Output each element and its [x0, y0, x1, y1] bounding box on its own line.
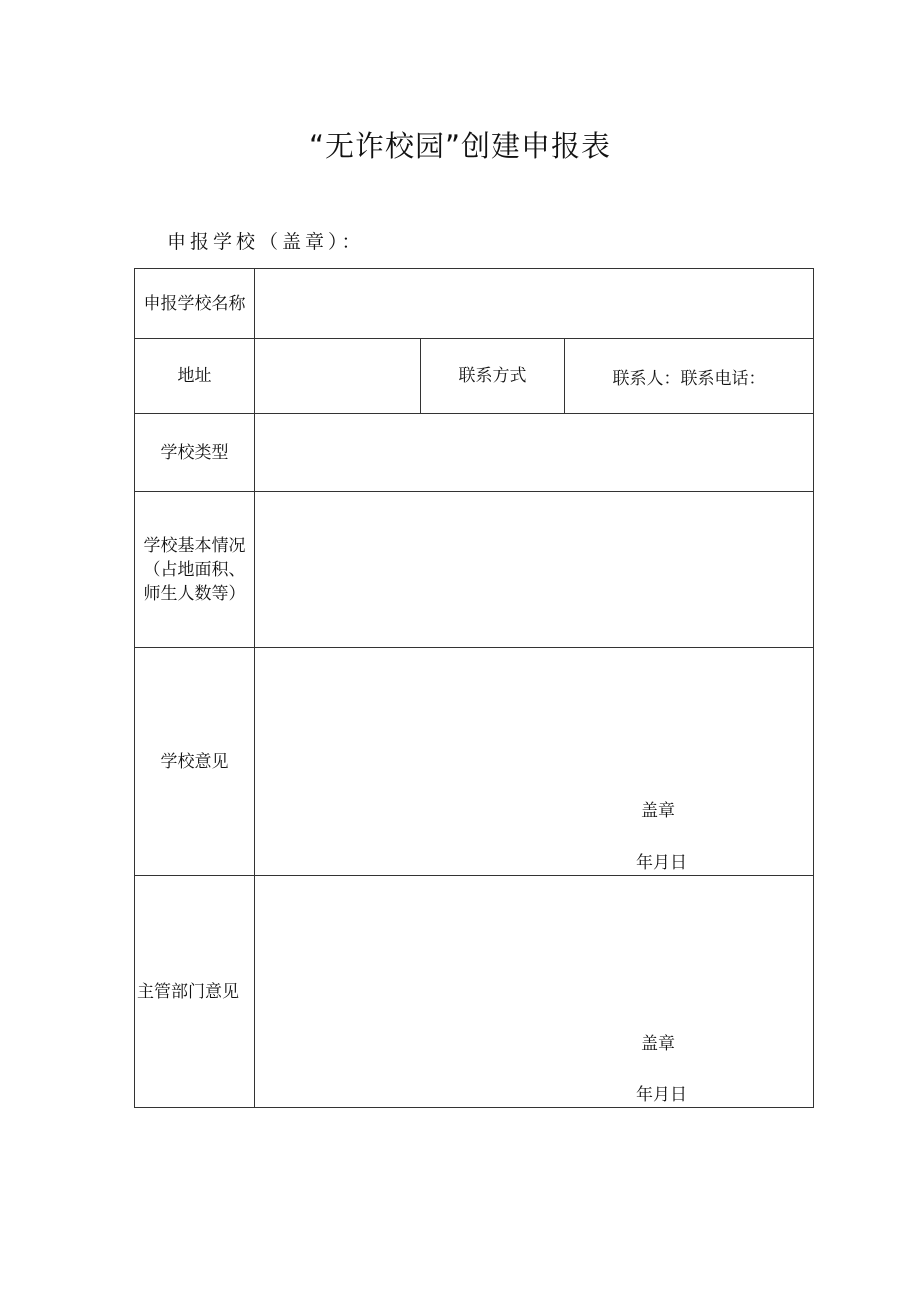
row-dept-opinion — [135, 876, 814, 1108]
dept-opinion-stamp: 盖章 — [641, 1034, 675, 1054]
school-opinion-field[interactable] — [255, 648, 814, 876]
dept-opinion-date: 年月日 — [636, 1085, 687, 1105]
basic-info-label-line1: 学校基本情况 — [143, 535, 246, 556]
row-school-name — [135, 269, 814, 339]
school-opinion-label: 学校意见 — [135, 648, 255, 876]
row-school-type — [135, 414, 814, 492]
dept-opinion-label: 主管部门意见 — [135, 876, 255, 1108]
address-field[interactable] — [255, 339, 421, 414]
school-type-field[interactable] — [255, 414, 814, 492]
row-basic-info — [135, 492, 814, 648]
basic-info-field[interactable] — [255, 492, 814, 648]
school-type-label: 学校类型 — [135, 414, 255, 492]
contact-method-label: 联系方式 — [421, 339, 565, 414]
row-address — [135, 339, 814, 414]
dept-opinion-field[interactable] — [255, 876, 814, 1108]
school-opinion-stamp: 盖章 — [641, 801, 675, 821]
school-name-field[interactable] — [255, 269, 814, 339]
basic-info-label-line2: （占地面积、 — [143, 559, 246, 580]
address-label: 地址 — [135, 339, 255, 414]
basic-info-label — [135, 492, 255, 648]
applicant-school-seal-label: 申报学校（盖章）： — [167, 231, 365, 253]
school-name-label: 申报学校名称 — [135, 269, 255, 339]
school-opinion-date: 年月日 — [636, 853, 687, 873]
basic-info-label-line3: 师生人数等） — [143, 583, 246, 604]
row-school-opinion — [135, 648, 814, 876]
page-title: “无诈校园”创建申报表 — [308, 129, 612, 163]
contact-person-phone-field[interactable]: 联系人：联系电话： — [565, 339, 814, 414]
application-form-table — [134, 268, 814, 1108]
